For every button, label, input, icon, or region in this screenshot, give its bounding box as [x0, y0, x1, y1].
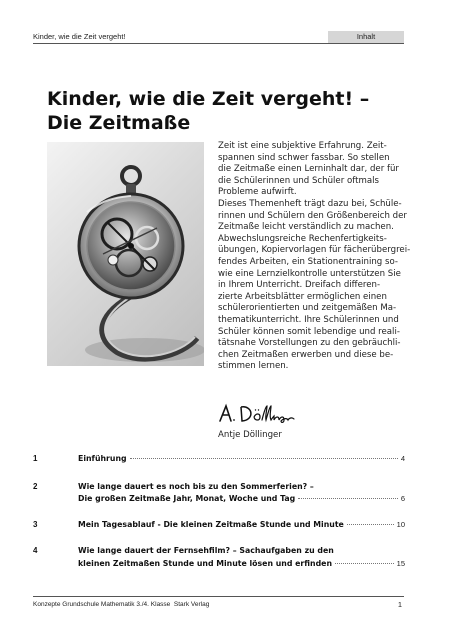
toc-title: Einführung [78, 454, 127, 463]
handwritten-signature [217, 402, 307, 424]
intro-line: Zeitmaße leicht verständlich zu machen. [218, 222, 394, 233]
intro-line: Abwechslungsreiche Rechenfertigkeits- [218, 233, 387, 244]
intro-line: wie eine Lernzielkontrolle unterstützen Sie [218, 268, 401, 279]
toc-page-number: 10 [396, 520, 405, 529]
header-section-tab: Inhalt [328, 31, 404, 43]
footer-page-number: 1 [397, 600, 402, 609]
footer-publisher: Konzepte Grundschule Mathematik 3./4. Klasse Stark Verlag [33, 601, 210, 608]
toc-page-number: 15 [396, 559, 405, 568]
footer-rule [33, 596, 404, 597]
toc-line [78, 546, 405, 557]
intro-line: tätsnahe Vorstellungen zu den gebräuchli- [218, 338, 401, 349]
toc-number: 1 [33, 454, 38, 463]
toc-number: 3 [33, 520, 38, 529]
header-title: Kinder, wie die Zeit vergeht! [33, 32, 126, 41]
toc-line [78, 494, 405, 505]
toc-dot-leader [335, 562, 394, 564]
title-line-1: Kinder, wie die Zeit vergeht! – [47, 88, 370, 110]
toc-line [78, 482, 405, 493]
title-line-2: Die Zeitmaße [47, 112, 191, 134]
toc-dot-leader [130, 457, 398, 459]
intro-line: stimmen lernen. [218, 361, 289, 372]
pocket-watch-icon [47, 142, 204, 366]
toc-page-number: 4 [400, 454, 405, 463]
intro-line: Probleme aufwirft. [218, 187, 297, 198]
toc-title: Die großen Zeitmaße Jahr, Monat, Woche und Tag [78, 494, 296, 503]
intro-line: die Schülerinnen und Schüler oftmals [218, 175, 379, 186]
toc-page-number: 6 [400, 494, 405, 503]
toc-line [78, 559, 405, 570]
intro-line: chen Zeitmaßen erwerben und diese be- [218, 349, 394, 360]
toc-title: kleinen Zeitmaßen Stunde und Minute lösen und erfinden [78, 559, 333, 568]
toc-title: Mein Tagesablauf - Die kleinen Zeitmaße Stunde und Minute [78, 520, 344, 529]
page-footer [33, 596, 404, 610]
intro-line: zierte Arbeitsblätter ermöglichen einen [218, 291, 387, 302]
page-title [47, 87, 417, 135]
intro-line: spannen sind schwer fassbar. So stellen [218, 152, 390, 163]
page-header [33, 31, 404, 44]
introduction-text [218, 141, 414, 373]
toc-title: Wie lange dauert es noch bis zu den Sommerferien? – [78, 482, 314, 491]
intro-line: rinnen und Schülern den Größenbereich der [218, 210, 407, 221]
toc-line [78, 520, 405, 531]
toc-number: 4 [33, 546, 38, 555]
intro-line: thematikunterricht. Ihre Schülerinnen und [218, 314, 399, 325]
intro-line: Schüler können somit lebendige und reali- [218, 326, 400, 337]
intro-line: in Ihrem Unterricht. Dreifach differen- [218, 280, 381, 291]
header-rule [33, 43, 404, 44]
toc-number: 2 [33, 482, 38, 491]
intro-line: die Zeitmaße einen Lerninhalt dar, der für [218, 164, 399, 175]
intro-line: Dieses Themenheft trägt dazu bei, Schüle- [218, 198, 402, 209]
intro-line: übungen, Kopiervorlagen für fächerübergrei- [218, 245, 411, 256]
toc-dot-leader [298, 497, 398, 499]
toc-title: Wie lange dauert der Fernsehfilm? – Sachaufgaben zu den [78, 546, 334, 555]
author-name: Antje Döllinger [218, 430, 282, 440]
toc-dot-leader [347, 523, 394, 525]
intro-line: schülerorientierten und zeitgemäßen Ma- [218, 303, 397, 314]
intro-line: fendes Arbeiten, ein Stationentraining so- [218, 256, 398, 267]
intro-line: Zeit ist eine subjektive Erfahrung. Zeit- [218, 141, 387, 151]
toc-line [78, 454, 405, 465]
pocket-watch-photo [47, 142, 204, 366]
